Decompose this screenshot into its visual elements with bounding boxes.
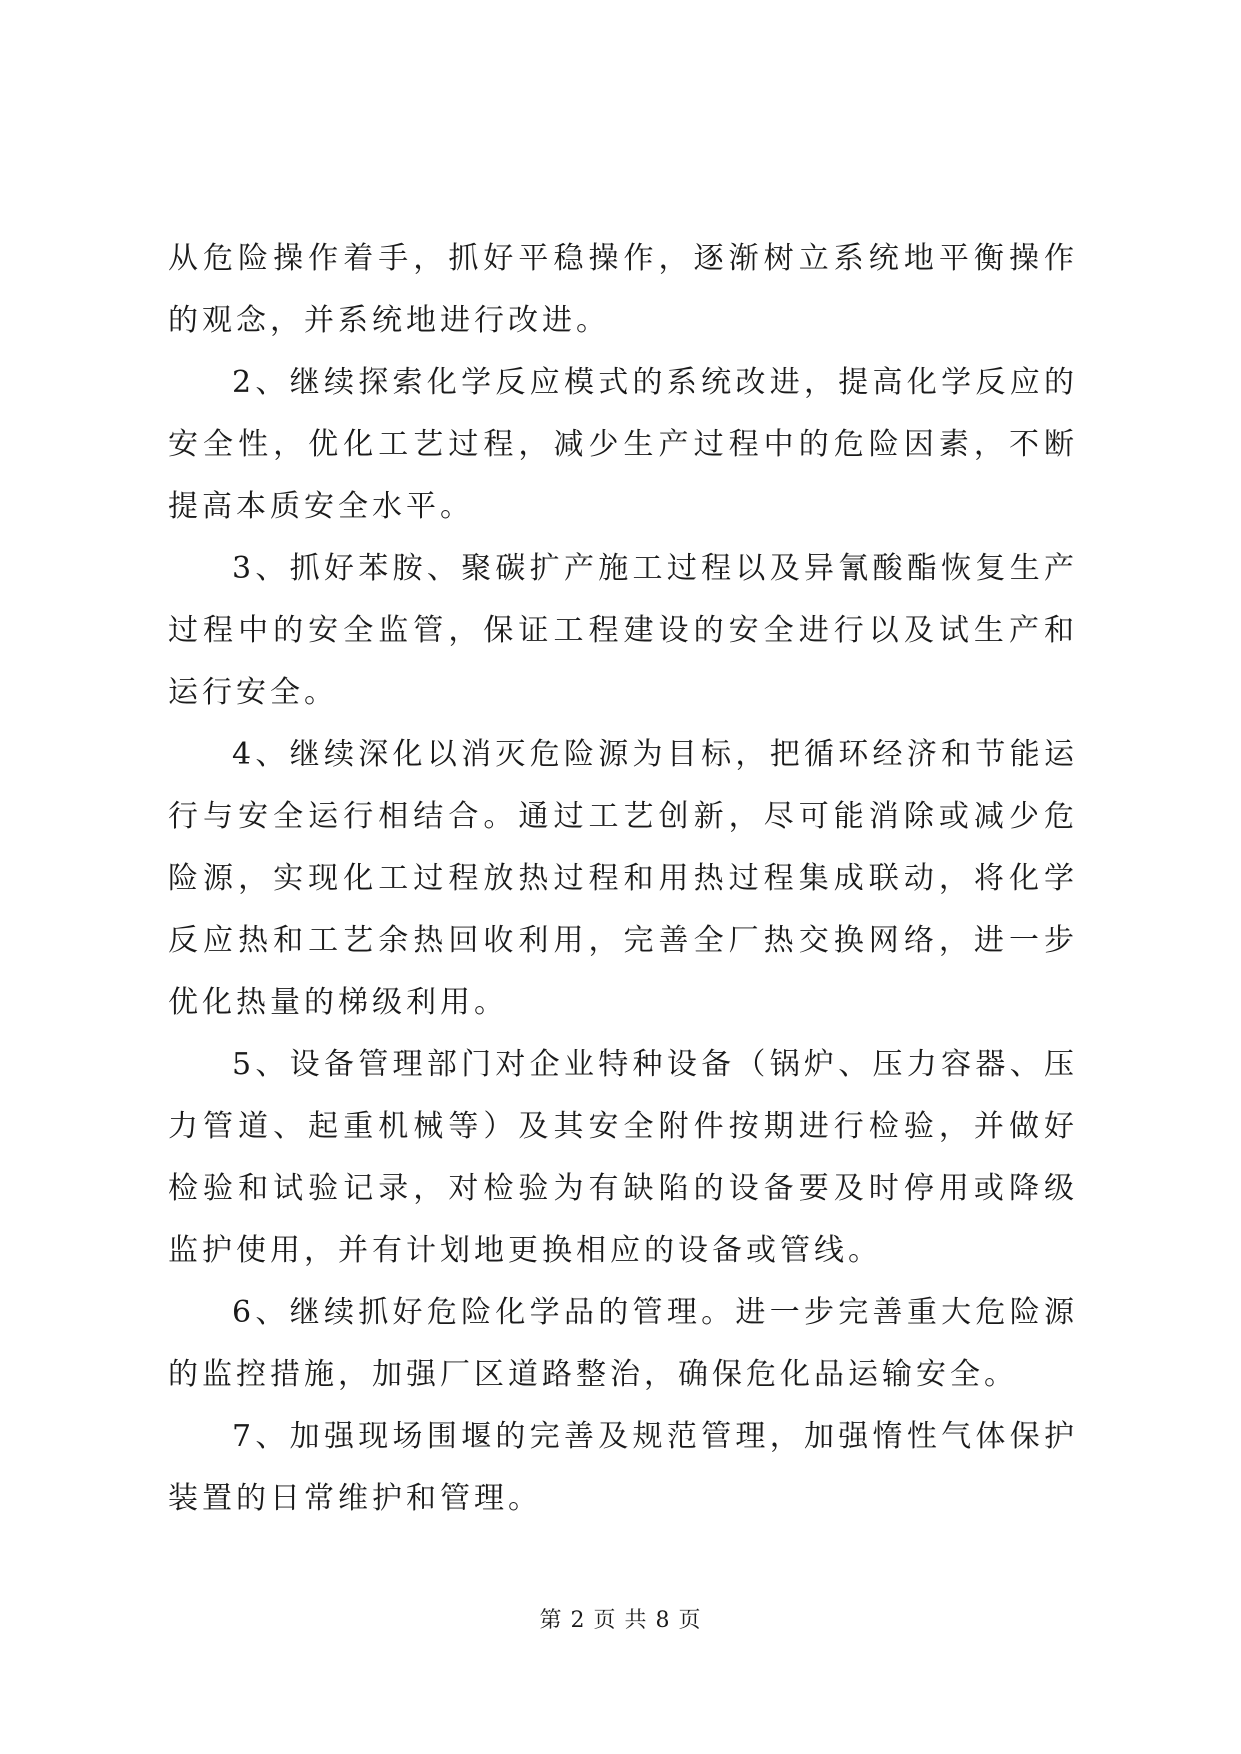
paragraph-item-2: 2、继续探索化学反应模式的系统改进，提高化学反应的安全性，优化工艺过程，减少生产过程中的危险因素，不断提高本质安全水平。 xyxy=(168,365,1078,524)
paragraph-item-3: 3、抓好苯胺、聚碳扩产施工过程以及异氰酸酯恢复生产过程中的安全监管，保证工程建设的安全进行以及试生产和运行安全。 xyxy=(168,551,1078,710)
paragraph-item-7: 7、加强现场围堰的完善及规范管理，加强惰性气体保护装置的日常维护和管理。 xyxy=(168,1419,1078,1516)
paragraph-continuation: 从危险操作着手，抓好平稳操作，逐渐树立系统地平衡操作的观念，并系统地进行改进。 xyxy=(168,241,1078,338)
paragraph-item-5: 5、设备管理部门对企业特种设备（锅炉、压力容器、压力管道、起重机械等）及其安全附件按期进行检验，并做好检验和试验记录，对检验为有缺陷的设备要及时停用或降级监护使用，并有计划地更换相应的设备或管线。 xyxy=(168,1047,1078,1268)
paragraph-item-6: 6、继续抓好危险化学品的管理。进一步完善重大危险源的监控措施，加强厂区道路整治，确保危化品运输安全。 xyxy=(168,1295,1078,1392)
page-number-footer: 第 2 页 共 8 页 xyxy=(539,1608,702,1633)
document-body xyxy=(168,228,1078,1530)
paragraph-item-4: 4、继续深化以消灭危险源为目标，把循环经济和节能运行与安全运行相结合。通过工艺创新，尽可能消除或减少危险源，实现化工过程放热过程和用热过程集成联动，将化学反应热和工艺余热回收利用，完善全厂热交换网络，进一步优化热量的梯级利用。 xyxy=(168,737,1078,1020)
